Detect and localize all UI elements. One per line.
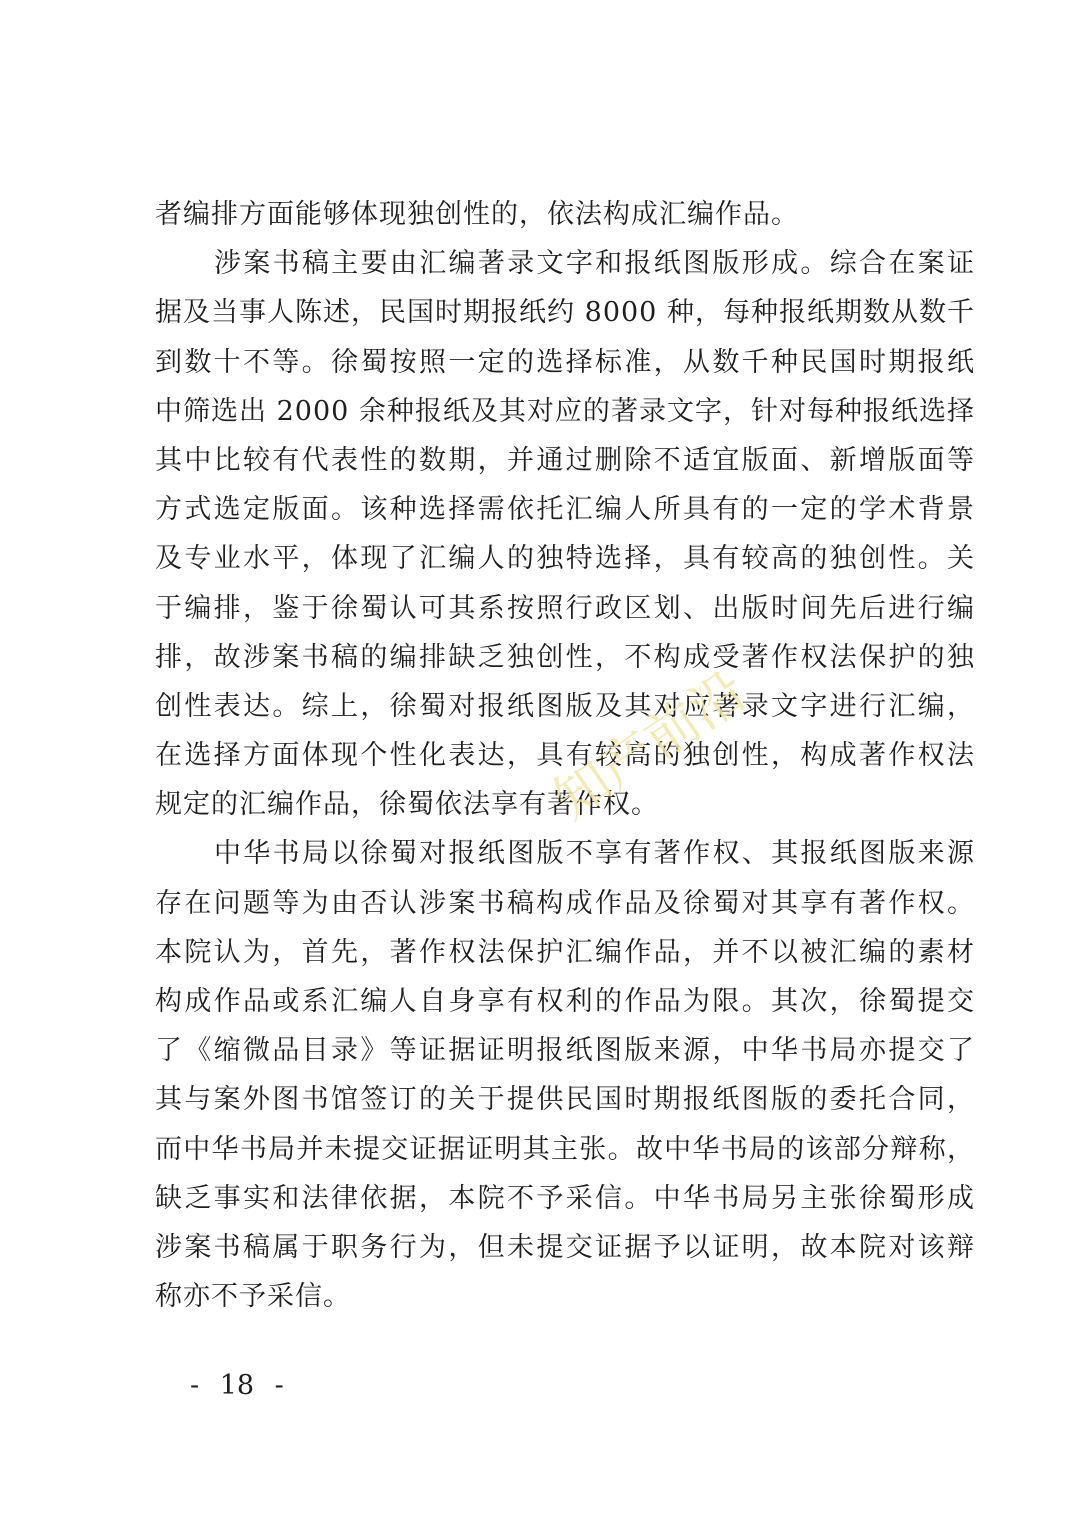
paragraph-line: 及专业水平，体现了汇编人的独特选择，具有较高的独创性。关 (155, 543, 975, 575)
paragraph-line: 创性表达。综上，徐蜀对报纸图版及其对应著录文字进行汇编， (155, 690, 975, 722)
paragraph-line: 称亦不予采信。 (155, 1281, 351, 1313)
paragraph-line: 中筛选出 2000 余种报纸及其对应的著录文字，针对每种报纸选择 (155, 395, 975, 427)
paragraph-line: 据及当事人陈述，民国时期报纸约 8000 种，每种报纸期数从数千 (155, 297, 975, 329)
paragraph-line: 构成作品或系汇编人自身享有权利的作品为限。其次，徐蜀提交 (155, 986, 975, 1017)
svg-text:知产前沿: 知产前沿 (542, 658, 758, 832)
paragraph-line: 到数十不等。徐蜀按照一定的选择标准，从数千种民国时期报纸 (155, 346, 975, 378)
paragraph-line: 在选择方面体现个性化表达，具有较高的独创性，构成著作权法 (155, 740, 975, 772)
page-number-dash-left: - (190, 1370, 200, 1401)
page-number-dash-right: - (274, 1370, 284, 1401)
paragraph-line: 方式选定版面。该种选择需依托汇编人所具有的一定的学术背景 (155, 494, 975, 526)
paragraph-line: 了《缩微品目录》等证据证明报纸图版来源，中华书局亦提交了 (155, 1035, 975, 1067)
judgment-body-text (155, 190, 975, 1321)
paragraph-line: 而中华书局并未提交证据证明其主张。故中华书局的该部分辩称， (155, 1133, 975, 1165)
paragraph-line: 本院认为，首先，著作权法保护汇编作品，并不以被汇编的素材 (155, 936, 975, 968)
paragraph-line: 于编排，鉴于徐蜀认可其系按照行政区划、出版时间先后进行编 (155, 592, 975, 624)
paragraph-line: 规定的汇编作品，徐蜀依法享有著作权。 (155, 789, 659, 821)
paragraph-line: 涉案书稿属于职务行为，但未提交证据予以证明，故本院对该辩 (155, 1231, 975, 1263)
paragraph-line: 排，故涉案书稿的编排缺乏独创性，不构成受著作权法保护的独 (155, 641, 975, 673)
paragraph-line: 其与案外图书馆签订的关于提供民国时期报纸图版的委托合同， (155, 1084, 975, 1116)
paragraph-line: 存在问题等为由否认涉案书稿构成作品及徐蜀对其享有著作权。 (155, 887, 975, 919)
paragraph-line: 者编排方面能够体现独创性的，依法构成汇编作品。 (155, 199, 799, 230)
paragraph-line: 中华书局以徐蜀对报纸图版不享有著作权、其报纸图版来源 (214, 838, 975, 870)
page-number (190, 1370, 284, 1401)
paragraph-line: 缺乏事实和法律依据，本院不予采信。中华书局另主张徐蜀形成 (155, 1182, 975, 1214)
page-number-value: 18 (219, 1370, 255, 1401)
paragraph-line: 其中比较有代表性的数期，并通过删除不适宜版面、新增版面等 (155, 444, 975, 476)
paragraph-line: 涉案书稿主要由汇编著录文字和报纸图版形成。综合在案证 (214, 248, 975, 280)
